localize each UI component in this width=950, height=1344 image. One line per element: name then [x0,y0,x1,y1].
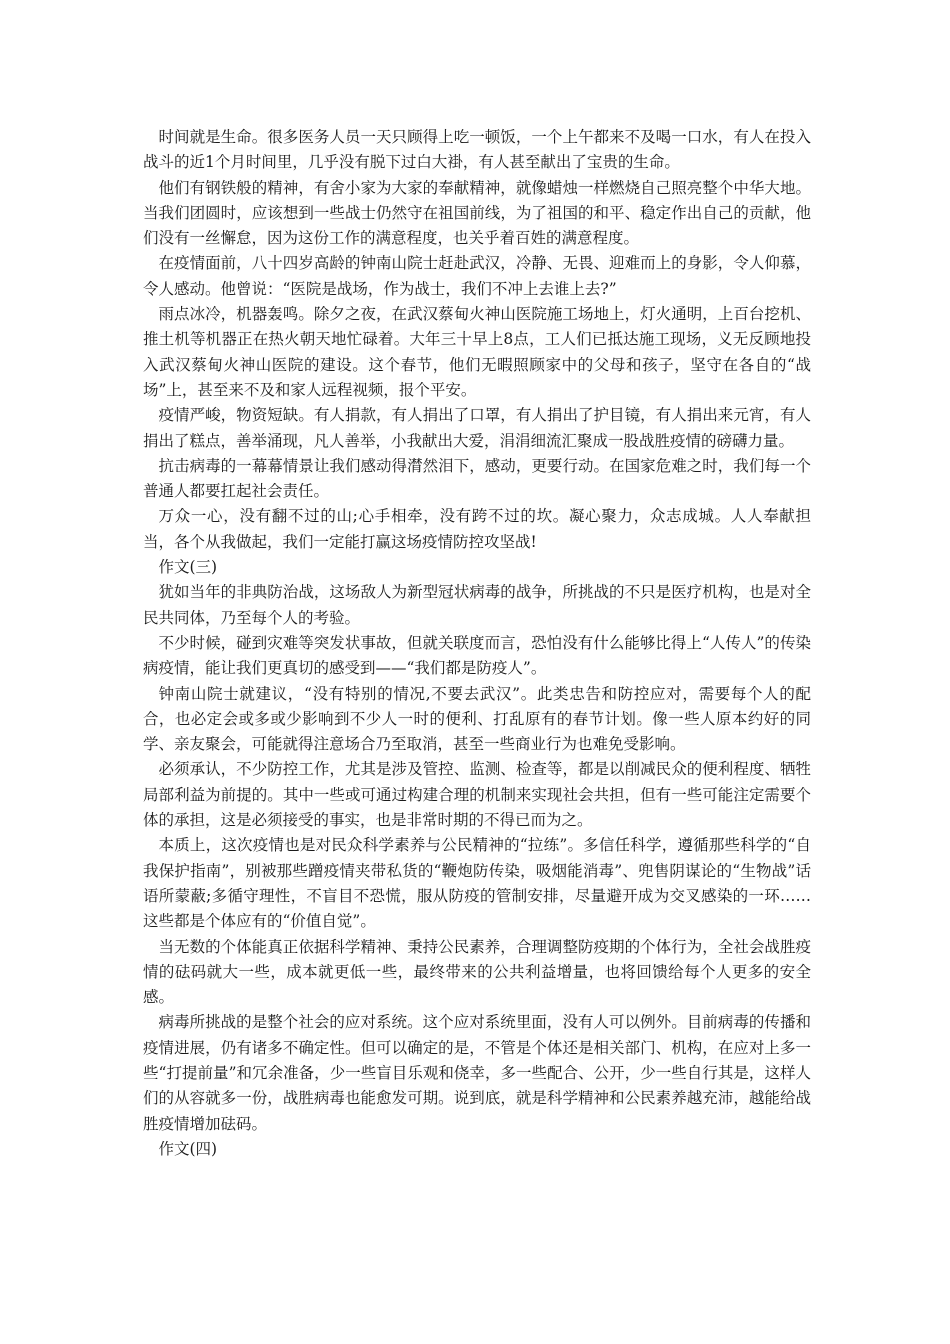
paragraph: 不少时候，碰到灾难等突发状事故，但就关联度而言，恐怕没有什么能够比得上“人传人”的传染病疫情，能让我们更真切的感受到——“我们都是防疫人”。 [143,633,811,678]
paragraph: 本质上，这次疫情也是对民众科学素养与公民精神的“拉练”。多信任科学，遵循那些科学的“自我保护指南”，别被那些蹭疫情夹带私货的“鞭炮防传染，吸烟能消毒”、兜售阴谋论的“生物战”话语所蒙蔽;多循守理性，不盲目不恐慌，服从防疫的管制安排，尽量避开成为交叉感染的一环……这些都是个体应有的“价值自觉”。 [143,836,811,931]
paragraph: 在疫情面前，八十四岁高龄的钟南山院士赶赴武汉，冷静、无畏、迎难而上的身影，令人仰慕，令人感动。他曾说：“医院是战场，作为战士，我们不冲上去谁上去?” [143,254,811,298]
section-heading: 作文(四) [158,1139,218,1158]
paragraph: 时间就是生命。很多医务人员一天只顾得上吃一顿饭，一个上午都来不及喝一口水，有人在投入战斗的近1个月时间里，几乎没有脱下过白大褂，有人甚至献出了宝贵的生命。 [143,128,811,172]
paragraph: 雨点冰冷，机器轰鸣。除夕之夜，在武汉蔡甸火神山医院施工场地上，灯火通明，上百台挖机、推土机等机器正在热火朝天地忙碌着。大年三十早上8点，工人们已抵达施工现场，义无反顾地投入武汉蔡甸火神山医院的建设。这个春节，他们无暇照顾家中的父母和孩子，坚守在各自的“战场”上，甚至来不及和家人远程视频，报个平安。 [143,305,811,399]
paragraph: 犹如当年的非典防治战，这场敌人为新型冠状病毒的战争，所挑战的不只是医疗机构，也是对全民共同体，乃至每个人的考验。 [143,583,811,627]
paragraph: 万众一心，没有翻不过的山;心手相牵，没有跨不过的坎。凝心聚力，众志成城。人人奉献担当，各个从我做起，我们一定能打赢这场疫情防控攻坚战! [143,507,811,551]
document-body [143,125,811,1162]
paragraph: 必须承认，不少防控工作，尤其是涉及管控、监测、检查等，都是以削减民众的便利程度、牺牲局部利益为前提的。其中一些或可通过构建合理的机制来实现社会共担，但有一些可能注定需要个体的承担，这是必须接受的事实，也是非常时期的不得已而为之。 [143,760,811,830]
paragraph: 钟南山院士就建议，“没有特别的情况,不要去武汉”。此类忠告和防控应对，需要每个人的配合，也必定会或多或少影响到不少人一时的便利、打乱原有的春节计划。像一些人原本约好的同学、亲友聚会，可能就得注意场合乃至取消，甚至一些商业行为也难免受影响。 [143,684,811,754]
paragraph: 疫情严峻，物资短缺。有人捐款，有人捐出了口罩，有人捐出了护目镜，有人捐出来元宵，有人捐出了糕点，善举涌现，凡人善举，小我献出大爱，涓涓细流汇聚成一股战胜疫情的磅礴力量。 [143,406,811,450]
paragraph: 抗击病毒的一幕幕情景让我们感动得潸然泪下，感动，更要行动。在国家危难之时，我们每一个普通人都要扛起社会责任。 [143,456,811,501]
paragraph: 当无数的个体能真正依据科学精神、秉持公民素养，合理调整防疫期的个体行为，全社会战胜疫情的砝码就大一些，成本就更低一些，最终带来的公共利益增量，也将回馈给每个人更多的安全感。 [143,937,811,1007]
section-heading: 作文(三) [158,558,218,577]
paragraph: 他们有钢铁般的精神，有舍小家为大家的奉献精神，就像蜡烛一样燃烧自己照亮整个中华大地。当我们团圆时，应该想到一些战士仍然守在祖国前线，为了祖国的和平、稳定作出自己的贡献，他们没有一丝懈怠，因为这份工作的满意程度，也关乎着百姓的满意程度。 [143,178,811,248]
paragraph: 病毒所挑战的是整个社会的应对系统。这个应对系统里面，没有人可以例外。目前病毒的传播和疫情进展，仍有诸多不确定性。但可以确定的是，不管是个体还是相关部门、机构，在应对上多一些“打提前量”和冗余准备，少一些盲目乐观和侥幸，多一些配合、公开，少一些自行其是，这样人们的从容就多一份，战胜病毒也能愈发可期。说到底，就是科学精神和公民素养越充沛，越能给战胜疫情增加砝码。 [143,1013,811,1133]
